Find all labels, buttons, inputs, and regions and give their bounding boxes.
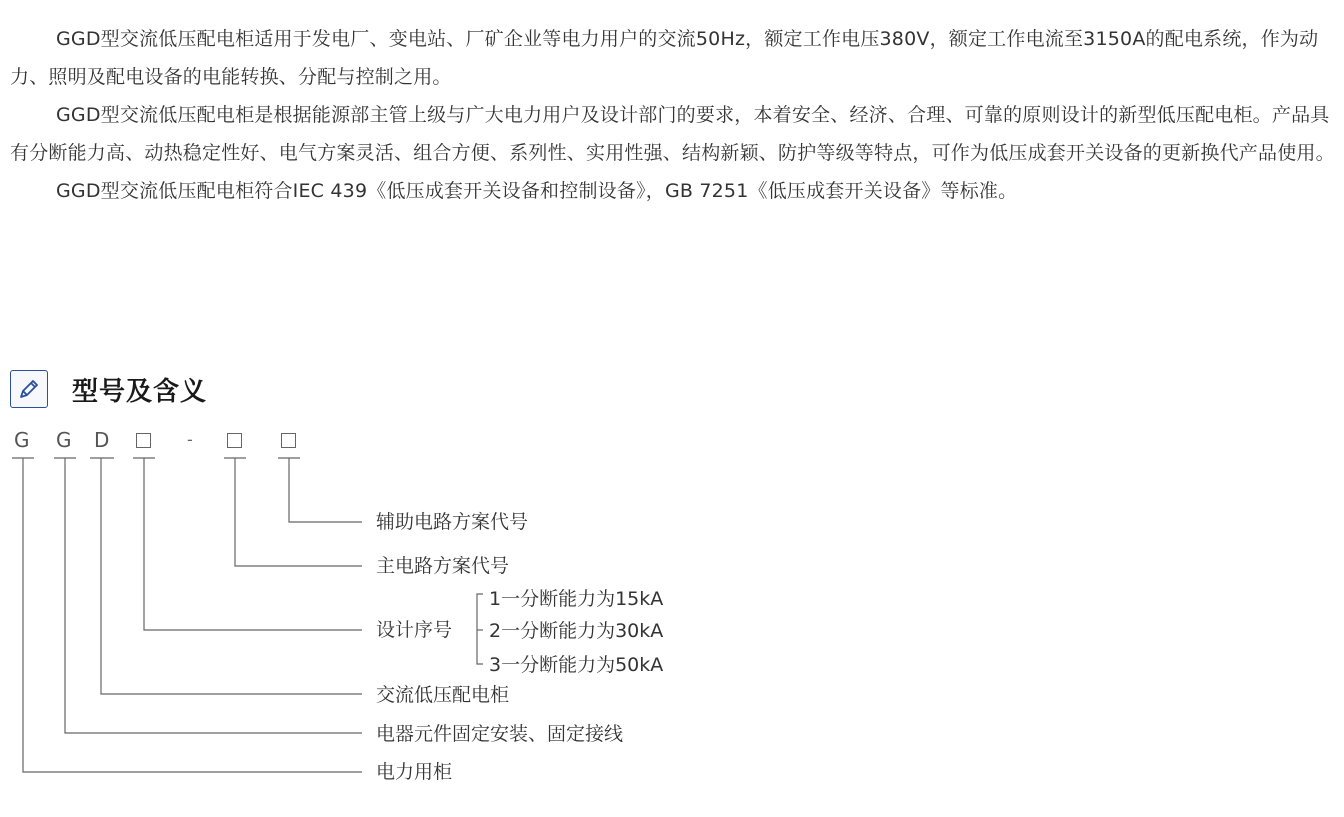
label-power-cabinet: 电力用柜 — [376, 761, 453, 783]
section-title: 型号及含义 — [72, 376, 208, 407]
label-auxiliary-circuit: 辅助电路方案代号 — [376, 511, 529, 533]
label-serial-option-1: 1一分断能力为15kA — [489, 588, 664, 610]
code-dash: - — [187, 430, 193, 449]
label-serial-option-3: 3一分断能力为50kA — [489, 654, 664, 676]
intro-paragraph-3: GGD型交流低压配电柜符合IEC 439《低压成套开关设备和控制设备》，GB 7251《低压成套开关设备》等标准。 — [56, 180, 1018, 202]
label-fixed-install: 电器元件固定安装、固定接线 — [376, 723, 624, 745]
label-serial-option-2: 2一分断能力为30kA — [489, 620, 664, 642]
label-ac-lowvoltage: 交流低压配电柜 — [376, 684, 510, 706]
code-char-d: D — [94, 428, 110, 452]
label-design-serial: 设计序号 — [376, 619, 453, 641]
intro-paragraph-2: GGD型交流低压配电柜是根据能源部主管上级与广大电力用户及设计部门的要求，本着安全、经济、合理、可靠的原则设计的新型低压配电柜。产品具有分断能力高、动热稳定性好、电气方案灵活、组合方便、系列性、实用性强、结构新颖、防护等级等特点，可作为低压成套开关设备的更新换代产品使用。 — [10, 104, 1335, 164]
intro-paragraph-1: GGD型交流低压配电柜适用于发电厂、变电站、厂矿企业等电力用户的交流50Hz，额定工作电压380V，额定工作电流至3150A的配电系统，作为动力、照明及配电设备的电能转换、分配与控制之用。 — [10, 28, 1319, 88]
code-char-g2: G — [56, 428, 72, 452]
code-char-g1: G — [14, 428, 30, 452]
label-main-circuit: 主电路方案代号 — [376, 555, 510, 577]
